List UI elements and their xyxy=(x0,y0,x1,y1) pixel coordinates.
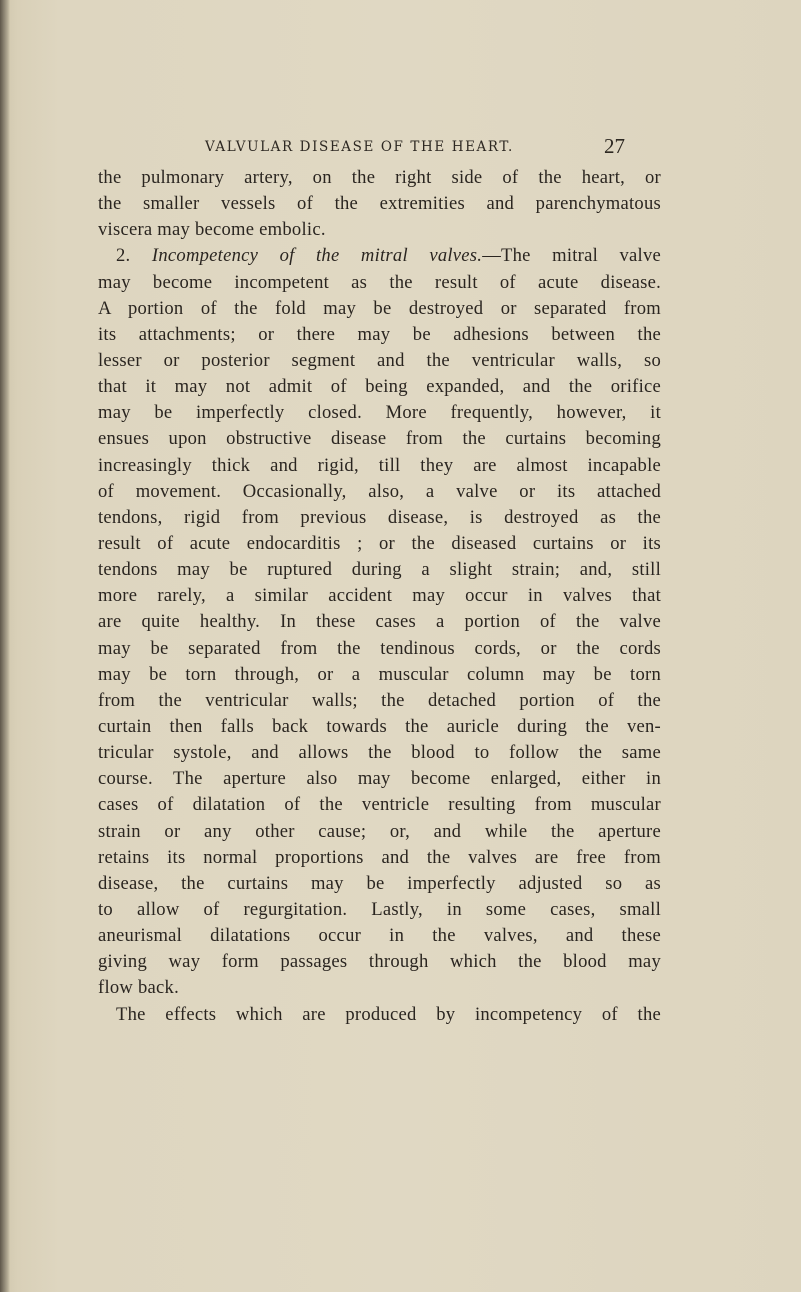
text-line: may be separated from the tendinous cords, or the cords xyxy=(98,637,661,659)
text-line: aneurismal dilatations occur in the valves, and these xyxy=(98,925,661,947)
text-line: A portion of the fold may be destroyed or separated from xyxy=(98,297,661,319)
text-line: to allow of regurgitation. Lastly, in some cases, small xyxy=(98,898,661,920)
text-line: result of acute endocarditis ; or the diseased curtains or its xyxy=(98,532,661,554)
body-text xyxy=(98,165,661,1028)
text-line xyxy=(98,243,661,269)
text-line: strain or any other cause; or, and while the aperture xyxy=(98,820,661,842)
text-line: disease, the curtains may be imperfectly adjusted so as xyxy=(98,872,661,894)
text-line: cases of dilatation of the ventricle resulting from muscular xyxy=(98,794,661,816)
text-line: curtain then falls back towards the auricle during the ven- xyxy=(98,715,661,737)
text-line: its attachments; or there may be adhesions between the xyxy=(98,323,661,345)
section-heading: Incompetency of the mitral valves. xyxy=(151,245,483,267)
text-line: are quite healthy. In these cases a portion of the valve xyxy=(98,611,661,633)
page-number: 27 xyxy=(604,134,625,158)
running-title: VALVULAR DISEASE OF THE HEART. xyxy=(205,139,514,155)
text-line: the smaller vessels of the extremities and parenchymatous xyxy=(98,193,661,215)
text-line: giving way form passages through which the blood may xyxy=(98,951,661,973)
text-line: may become incompetent as the result of acute disease. xyxy=(98,271,661,293)
text-line: lesser or posterior segment and the ventricular walls, so xyxy=(98,349,661,371)
text-line: increasingly thick and rigid, till they are almost incapable xyxy=(98,454,661,476)
text-line: may be torn through, or a muscular column may be torn xyxy=(98,663,661,685)
text-line: ensues upon obstructive disease from the curtains becoming xyxy=(98,428,661,450)
text-line: tricular systole, and allows the blood to follow the same xyxy=(98,742,661,764)
text-line: retains its normal proportions and the valves are free from xyxy=(98,846,661,868)
text-line: from the ventricular walls; the detached portion of the xyxy=(98,689,661,711)
text-fragment: —The mitral valve xyxy=(482,245,662,267)
text-line: tendons, rigid from previous disease, is destroyed as the xyxy=(98,506,661,528)
section-number: 2. xyxy=(116,245,152,267)
text-line: more rarely, a similar accident may occur in valves that xyxy=(98,585,661,607)
binding-gutter xyxy=(0,0,10,1292)
text-line: tendons may be ruptured during a slight strain; and, still xyxy=(98,559,661,581)
text-line: of movement. Occasionally, also, a valve or its attached xyxy=(98,480,661,502)
running-head xyxy=(205,136,625,160)
text-line: the pulmonary artery, on the right side of the heart, or xyxy=(98,167,661,188)
text-line: viscera may become embolic. xyxy=(98,219,326,241)
text-line: may be imperfectly closed. More frequently, however, it xyxy=(98,402,661,424)
text-line: that it may not admit of being expanded, and the orifice xyxy=(98,376,661,398)
text-line: course. The aperture also may become enlarged, either in xyxy=(98,768,661,790)
text-line: flow back. xyxy=(98,977,179,999)
text-line: The effects which are produced by incompetency of the xyxy=(116,1003,661,1025)
